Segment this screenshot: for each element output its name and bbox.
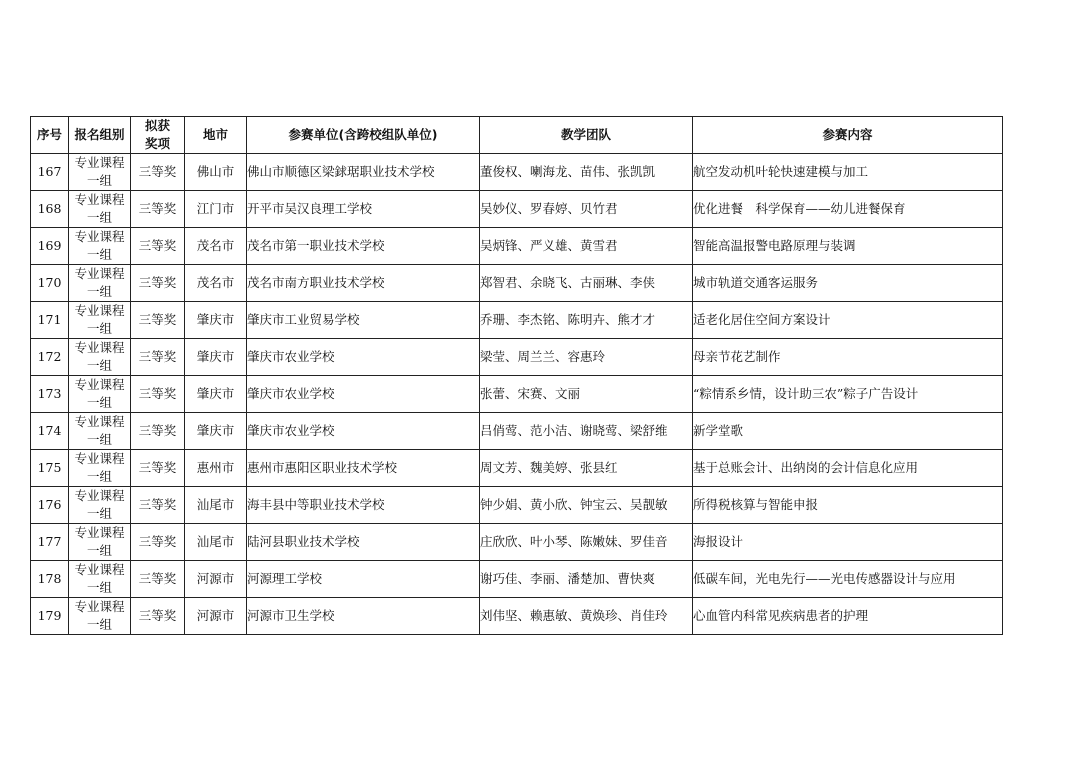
cell-group [69, 450, 131, 487]
cell-award: 三等奖 [131, 154, 185, 191]
cell-group-line2: 一组 [86, 358, 112, 373]
cell-content: 新学堂歌 [693, 413, 1003, 450]
table-row [31, 228, 1003, 265]
cell-group-line1: 专业课程 [74, 266, 125, 281]
cell-unit: 肇庆市农业学校 [247, 413, 480, 450]
cell-group-line2: 一组 [86, 284, 112, 299]
cell-city: 汕尾市 [185, 487, 247, 524]
cell-award: 三等奖 [131, 598, 185, 635]
header-award-line2: 奖项 [144, 136, 170, 151]
cell-seq: 173 [31, 376, 69, 413]
cell-group-line1: 专业课程 [74, 377, 125, 392]
cell-group-line1: 专业课程 [74, 155, 125, 170]
cell-content: 适老化居住空间方案设计 [693, 302, 1003, 339]
cell-team: 刘伟坚、赖惠敏、黄焕珍、肖佳玲 [480, 598, 693, 635]
cell-content: 基于总账会计、出纳岗的会计信息化应用 [693, 450, 1003, 487]
cell-seq: 171 [31, 302, 69, 339]
cell-seq: 175 [31, 450, 69, 487]
cell-seq: 167 [31, 154, 69, 191]
header-award-line1: 拟获 [144, 118, 170, 133]
cell-city: 佛山市 [185, 154, 247, 191]
cell-group-line1: 专业课程 [74, 599, 125, 614]
cell-award: 三等奖 [131, 339, 185, 376]
header-team: 教学团队 [480, 117, 693, 154]
cell-group-line1: 专业课程 [74, 192, 125, 207]
table-row [31, 376, 1003, 413]
cell-unit: 开平市吴汉良理工学校 [247, 191, 480, 228]
cell-content: 母亲节花艺制作 [693, 339, 1003, 376]
cell-city: 汕尾市 [185, 524, 247, 561]
cell-seq: 177 [31, 524, 69, 561]
cell-content: 优化进餐 科学保育——幼儿进餐保育 [693, 191, 1003, 228]
cell-content: 城市轨道交通客运服务 [693, 265, 1003, 302]
cell-group [69, 339, 131, 376]
cell-content: 海报设计 [693, 524, 1003, 561]
cell-content: 低碳车间，光电先行——光电传感器设计与应用 [693, 561, 1003, 598]
cell-unit: 河源理工学校 [247, 561, 480, 598]
table-row [31, 524, 1003, 561]
header-award [131, 117, 185, 154]
cell-group-line2: 一组 [86, 617, 112, 632]
cell-group-line2: 一组 [86, 210, 112, 225]
cell-city: 肇庆市 [185, 339, 247, 376]
table-row [31, 487, 1003, 524]
cell-group [69, 376, 131, 413]
cell-team: 吴妙仪、罗春婷、贝竹君 [480, 191, 693, 228]
cell-group [69, 524, 131, 561]
cell-award: 三等奖 [131, 450, 185, 487]
cell-city: 河源市 [185, 598, 247, 635]
cell-group-line2: 一组 [86, 469, 112, 484]
cell-team: 董俊权、喇海龙、苗伟、张凯凯 [480, 154, 693, 191]
cell-award: 三等奖 [131, 191, 185, 228]
cell-city: 肇庆市 [185, 376, 247, 413]
cell-content: 心血管内科常见疾病患者的护理 [693, 598, 1003, 635]
cell-content: “粽情系乡情，设计助三农”粽子广告设计 [693, 376, 1003, 413]
cell-group [69, 265, 131, 302]
cell-seq: 174 [31, 413, 69, 450]
cell-seq: 176 [31, 487, 69, 524]
cell-team: 吴炳锋、严义雄、黄雪君 [480, 228, 693, 265]
cell-city: 惠州市 [185, 450, 247, 487]
cell-team: 庄欣欣、叶小琴、陈嫩妹、罗佳音 [480, 524, 693, 561]
table-body [31, 154, 1003, 635]
cell-group-line2: 一组 [86, 432, 112, 447]
table-row [31, 302, 1003, 339]
cell-team: 郑智君、余晓飞、古丽琳、李侠 [480, 265, 693, 302]
cell-content: 智能高温报警电路原理与装调 [693, 228, 1003, 265]
cell-city: 江门市 [185, 191, 247, 228]
cell-city: 茂名市 [185, 265, 247, 302]
cell-group-line2: 一组 [86, 395, 112, 410]
cell-award: 三等奖 [131, 265, 185, 302]
cell-seq: 179 [31, 598, 69, 635]
cell-group [69, 487, 131, 524]
cell-unit: 陆河县职业技术学校 [247, 524, 480, 561]
cell-seq: 168 [31, 191, 69, 228]
cell-team: 周文芳、魏美婷、张县红 [480, 450, 693, 487]
cell-unit: 茂名市第一职业技术学校 [247, 228, 480, 265]
cell-content: 航空发动机叶轮快速建模与加工 [693, 154, 1003, 191]
table-header [31, 117, 1003, 154]
cell-content: 所得税核算与智能申报 [693, 487, 1003, 524]
cell-team: 钟少娟、黄小欣、钟宝云、吴靓敏 [480, 487, 693, 524]
table-row [31, 265, 1003, 302]
table-row [31, 191, 1003, 228]
header-content: 参赛内容 [693, 117, 1003, 154]
cell-seq: 178 [31, 561, 69, 598]
cell-group [69, 413, 131, 450]
cell-group-line1: 专业课程 [74, 451, 125, 466]
cell-team: 吕俏莺、范小洁、谢晓莺、梁舒维 [480, 413, 693, 450]
cell-seq: 170 [31, 265, 69, 302]
cell-group [69, 598, 131, 635]
cell-group-line2: 一组 [86, 321, 112, 336]
cell-unit: 肇庆市农业学校 [247, 376, 480, 413]
cell-group-line1: 专业课程 [74, 229, 125, 244]
cell-group-line1: 专业课程 [74, 562, 125, 577]
header-seq: 序号 [31, 117, 69, 154]
cell-group-line2: 一组 [86, 506, 112, 521]
cell-group-line1: 专业课程 [74, 303, 125, 318]
cell-city: 肇庆市 [185, 413, 247, 450]
cell-unit: 佛山市顺德区梁銶琚职业技术学校 [247, 154, 480, 191]
cell-group-line2: 一组 [86, 543, 112, 558]
cell-award: 三等奖 [131, 228, 185, 265]
cell-team: 乔珊、李杰铭、陈明卉、熊才才 [480, 302, 693, 339]
cell-award: 三等奖 [131, 302, 185, 339]
cell-city: 肇庆市 [185, 302, 247, 339]
cell-team: 梁莹、周兰兰、容惠玲 [480, 339, 693, 376]
cell-group [69, 561, 131, 598]
header-row [31, 117, 1003, 154]
table-row [31, 339, 1003, 376]
header-unit: 参赛单位(含跨校组队单位) [247, 117, 480, 154]
cell-group-line1: 专业课程 [74, 414, 125, 429]
cell-group [69, 302, 131, 339]
table-row [31, 561, 1003, 598]
cell-group [69, 154, 131, 191]
cell-city: 茂名市 [185, 228, 247, 265]
cell-seq: 172 [31, 339, 69, 376]
table-row [31, 598, 1003, 635]
cell-unit: 惠州市惠阳区职业技术学校 [247, 450, 480, 487]
cell-unit: 肇庆市农业学校 [247, 339, 480, 376]
cell-group-line2: 一组 [86, 580, 112, 595]
cell-unit: 肇庆市工业贸易学校 [247, 302, 480, 339]
cell-award: 三等奖 [131, 524, 185, 561]
cell-team: 张蕾、宋赛、文丽 [480, 376, 693, 413]
table-row [31, 450, 1003, 487]
cell-seq: 169 [31, 228, 69, 265]
cell-team: 谢巧佳、李丽、潘楚加、曹快爽 [480, 561, 693, 598]
header-group: 报名组别 [69, 117, 131, 154]
cell-group [69, 228, 131, 265]
cell-group-line2: 一组 [86, 247, 112, 262]
cell-award: 三等奖 [131, 376, 185, 413]
cell-city: 河源市 [185, 561, 247, 598]
cell-unit: 海丰县中等职业技术学校 [247, 487, 480, 524]
cell-group-line2: 一组 [86, 173, 112, 188]
cell-group [69, 191, 131, 228]
table-row [31, 413, 1003, 450]
cell-group-line1: 专业课程 [74, 340, 125, 355]
header-city: 地市 [185, 117, 247, 154]
cell-unit: 河源市卫生学校 [247, 598, 480, 635]
awards-table [30, 116, 1003, 635]
cell-award: 三等奖 [131, 487, 185, 524]
cell-group-line1: 专业课程 [74, 525, 125, 540]
cell-group-line1: 专业课程 [74, 488, 125, 503]
cell-unit: 茂名市南方职业技术学校 [247, 265, 480, 302]
cell-award: 三等奖 [131, 413, 185, 450]
cell-award: 三等奖 [131, 561, 185, 598]
table-row [31, 154, 1003, 191]
